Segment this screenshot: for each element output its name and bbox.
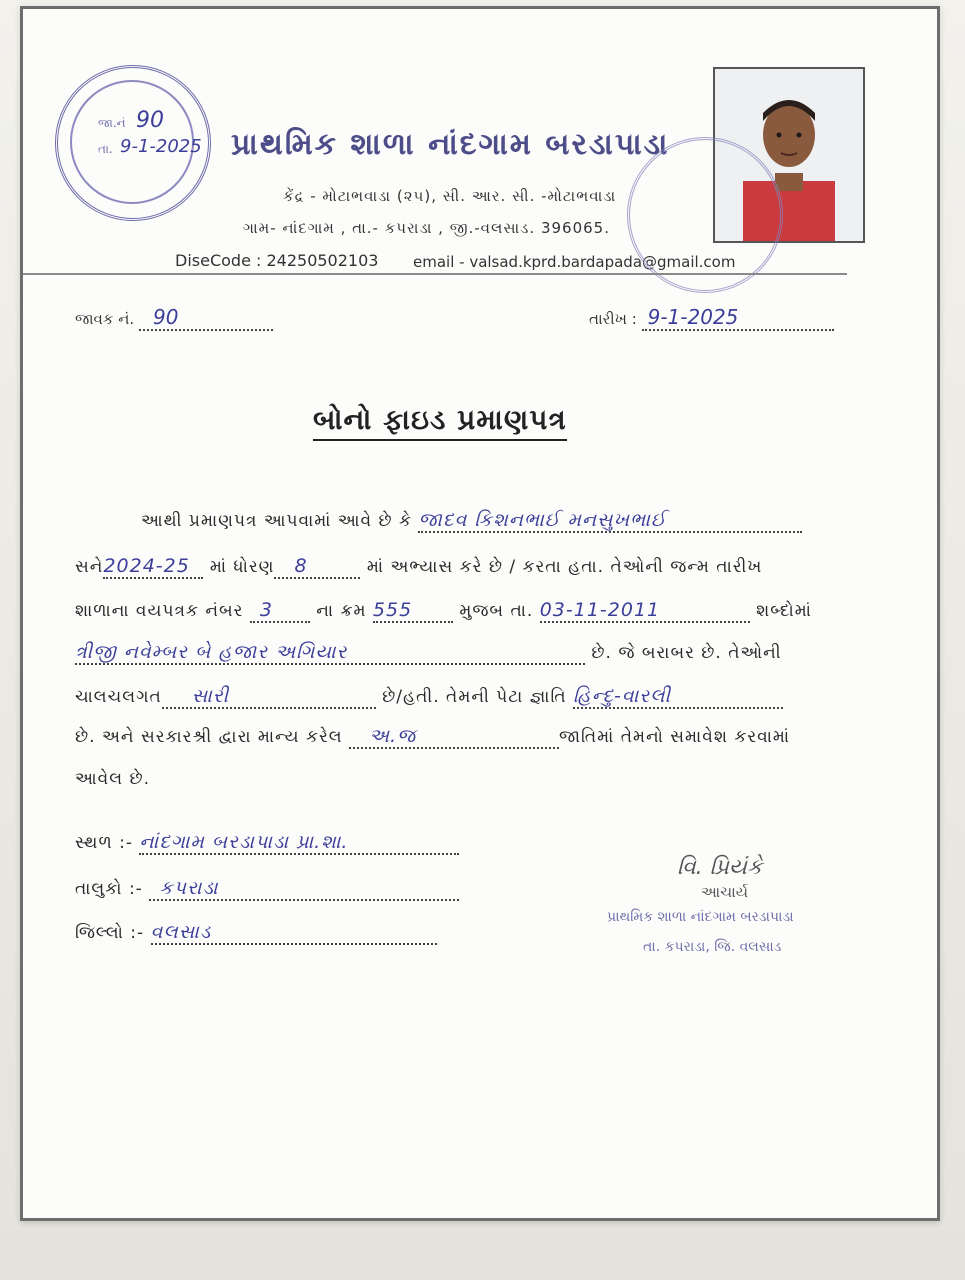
body-text: ચાલચલગત xyxy=(75,687,162,707)
signature-address: તા. કપરાડા, જિ. વલસાડ xyxy=(643,939,782,955)
certificate-paper xyxy=(20,6,940,1221)
taluka-label: તાલુકો :- xyxy=(75,879,143,899)
certificate-title: બોનો ફાઇડ પ્રમાણપત્ર xyxy=(313,403,567,441)
body-text: ના ક્રમ xyxy=(316,601,367,621)
kendra-line: કેંદ્ર - મોટાભવાડા (૨૫), સી. આર. સી. -મોટાભવાડા xyxy=(283,187,617,205)
body-line-7: આવેલ છે. xyxy=(75,769,151,789)
body-text: આથી પ્રમાણપત્ર આપવામાં આવે છે કે xyxy=(141,511,412,531)
body-line-1 xyxy=(141,509,802,533)
caste-category: અ.જ xyxy=(349,725,559,749)
ref-label: જાવક નં. xyxy=(75,310,135,328)
body-text: છે. જે બરાબર છે. તેઓની xyxy=(591,643,782,663)
body-line-6 xyxy=(75,725,790,749)
ref-value: 90 xyxy=(139,305,273,331)
principal-role: આચાર્ય xyxy=(701,883,749,901)
district-value: વલસાડ xyxy=(151,921,437,945)
standard: 8 xyxy=(274,555,360,579)
body-line-3 xyxy=(75,599,812,623)
principal-signature: વિ. પ્રિયંકે xyxy=(677,855,763,880)
date-row xyxy=(589,305,834,331)
district-row xyxy=(75,921,437,945)
body-text: માં ધોરણ xyxy=(209,557,275,577)
body-text: જાતિમાં તેમનો સમાવેશ કરવામાં xyxy=(559,727,791,747)
district-label: જિલ્લો :- xyxy=(75,923,145,943)
academic-year: 2024-25 xyxy=(103,555,203,579)
body-line-4 xyxy=(75,641,782,665)
conduct: સારી xyxy=(162,685,376,709)
place-label: સ્થળ :- xyxy=(75,833,133,853)
date-label: તારીખ : xyxy=(589,310,637,328)
signature-school: પ્રાથમિક શાળા નાંદગામ બરડાપાડા xyxy=(607,909,794,925)
school-name: પ્રાથમિક શાળા નાંદગામ બરડાપાડા xyxy=(231,127,670,162)
birth-date-words: ત્રીજી નવેમ્બર બે હજાર અગિયાર xyxy=(75,641,585,665)
school-email: email - valsad.kprd.bardapada@gmail.com xyxy=(413,253,736,271)
birth-date: 03-11-2011 xyxy=(540,599,750,623)
date-value: 9-1-2025 xyxy=(642,305,834,331)
taluka-row xyxy=(75,877,459,901)
body-text: સને xyxy=(75,557,104,577)
place-row xyxy=(75,831,459,855)
body-text: છે/હતી. તેમની પેટા જ્ઞાતિ xyxy=(382,687,567,707)
body-text: મુજબ તા. xyxy=(459,601,534,621)
place-value: નાંદગામ બરડાપાડા પ્રા.શા. xyxy=(139,831,459,855)
stamp-number: 90 xyxy=(136,108,164,133)
body-text: શબ્દોમાં xyxy=(756,601,812,621)
serial-number: 555 xyxy=(373,599,453,623)
taluka-value: કપરાડા xyxy=(149,877,459,901)
body-text: શાળાના વયપત્રક નંબર xyxy=(75,601,244,621)
register-number: 3 xyxy=(250,599,310,623)
body-text: છે. અને સરકારશ્રી દ્વારા માન્ય કરેલ xyxy=(75,727,343,747)
village-line: ગામ- નાંદગામ , તા.- કપરાડા , જી.-વલસાડ. 396065. xyxy=(243,219,610,237)
sub-caste: હિન્દુ-વારલી xyxy=(573,685,783,709)
student-name: જાદવ કિશનભાઈ મનસુખભાઈ xyxy=(418,509,802,533)
school-stamp: જા.નં 90 તા. 9-1-2025 xyxy=(55,65,211,221)
body-line-2 xyxy=(75,555,762,579)
body-text: માં અભ્યાસ કરે છે / કરતા હતા. તેઓની જન્મ તારીખ xyxy=(366,557,763,577)
disecode: DiseCode : 24250502103 xyxy=(175,251,379,270)
stamp-date: 9-1-2025 xyxy=(120,136,202,157)
header-divider xyxy=(23,273,847,275)
photo-stamp xyxy=(627,137,783,293)
ref-row xyxy=(75,305,273,331)
body-line-5 xyxy=(75,685,783,709)
